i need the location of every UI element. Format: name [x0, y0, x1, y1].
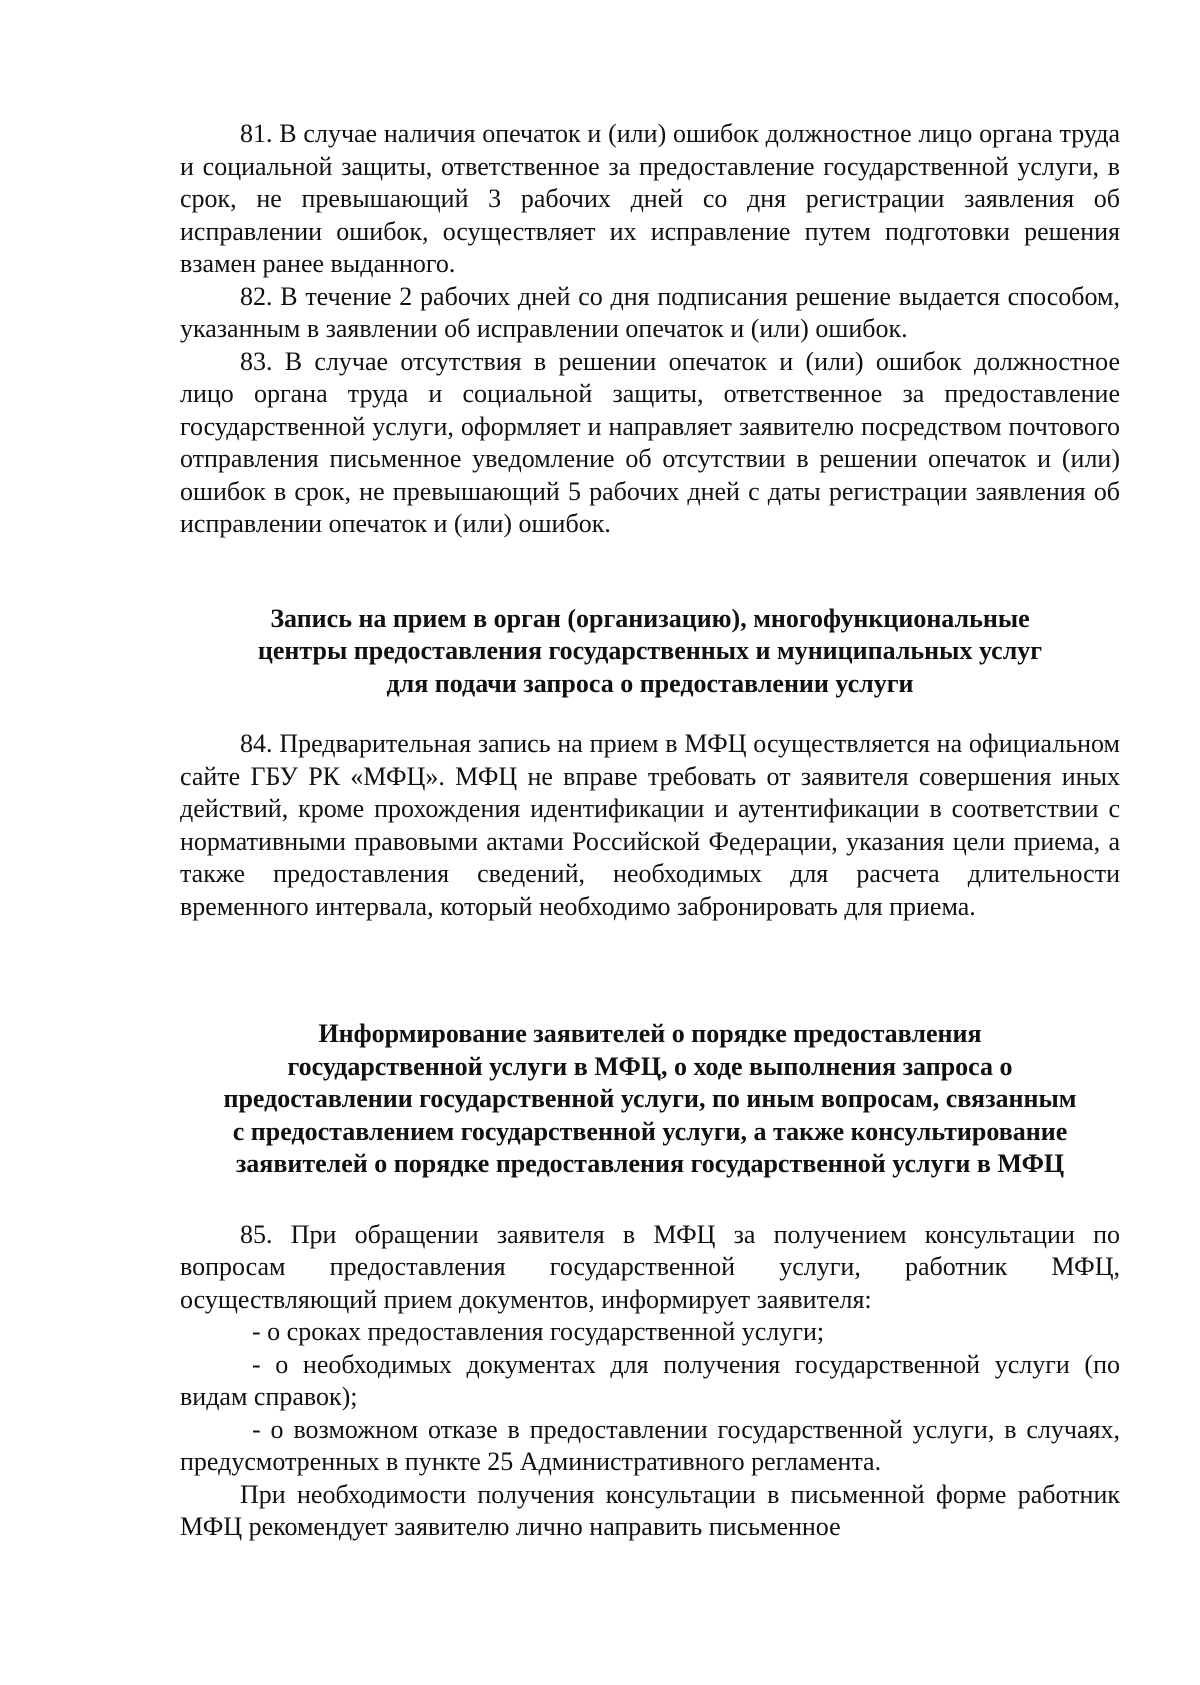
paragraph-84: 84. Предварительная запись на прием в МФЦ осуществляется на официальном сайте ГБУ РК «МФЦ». МФЦ не вправе требовать от заявителя совершения иных действий, кроме прохождения идентификации и аутентификации в соответствии с нормативными правовыми актами Российской Федерации, указания цели приема, а также предоставления сведений, необходимых для расчета длительности временного интервала, который необходимо забронировать для приема.: [180, 729, 1120, 921]
list-item: - о возможном отказе в предоставлении государственной услуги, в случаях, предусмотренных в пункте 25 Административного регламента.: [180, 1414, 1120, 1476]
section-heading-informing: [180, 1018, 1120, 1181]
document-page: [180, 118, 1120, 1544]
heading-line: государственной услуги в МФЦ, о ходе выполнения запроса о: [287, 1051, 1013, 1081]
paragraph-85: 85. При обращении заявителя в МФЦ за получением консультации по вопросам предоставления государственной услуги, работник МФЦ, осуществляющий прием документов, информирует заявителя:: [180, 1219, 1120, 1314]
paragraph-83: 83. В случае отсутствия в решении опечаток и (или) ошибок должностное лицо органа труда и социальной защиты, ответственное за предоставление государственной услуги, оформляет и направляет заявителю посредством почтового отправления письменное уведомление об отсутствии в решении опечаток и (или) ошибок в срок, не превышающий 5 рабочих дней с даты регистрации заявления об исправлении опечаток и (или) ошибок.: [180, 346, 1120, 538]
list-item: - о сроках предоставления государственной услуги;: [252, 1317, 825, 1346]
paragraph-81: 81. В случае наличия опечаток и (или) ошибок должностное лицо органа труда и социальной защиты, ответственное за предоставление государственной услуги, в срок, не превышающий 3 рабочих дней со дня регистрации заявления об исправлении ошибок, осуществляет их исправление путем подготовки решения взамен ранее выданного.: [180, 119, 1120, 278]
heading-line: заявителей о порядке предоставления государственной услуги в МФЦ: [235, 1149, 1065, 1178]
section-heading-booking: [180, 603, 1120, 701]
paragraph-final: При необходимости получения консультации в письменной форме работник МФЦ рекомендует заявителю лично направить письменное: [180, 1479, 1120, 1541]
heading-line: Запись на прием в орган (организацию), многофункциональные: [270, 603, 1030, 633]
heading-line: предоставлении государственной услуги, по иным вопросам, связанным: [223, 1084, 1077, 1113]
heading-line: с предоставлением государственной услуги, а также консультирование: [232, 1116, 1068, 1146]
paragraph-82: 82. В течение 2 рабочих дней со дня подписания решение выдается способом, указанным в заявлении об исправлении опечаток и (или) ошибок.: [180, 281, 1120, 343]
list-item: - о необходимых документах для получения государственной услуги (по видам справок);: [180, 1349, 1120, 1411]
heading-line: для подачи запроса о предоставлении услуги: [386, 668, 914, 698]
heading-line: центры предоставления государственных и муниципальных услуг: [257, 636, 1043, 665]
heading-line: Информирование заявителей о порядке предоставления: [318, 1019, 982, 1048]
